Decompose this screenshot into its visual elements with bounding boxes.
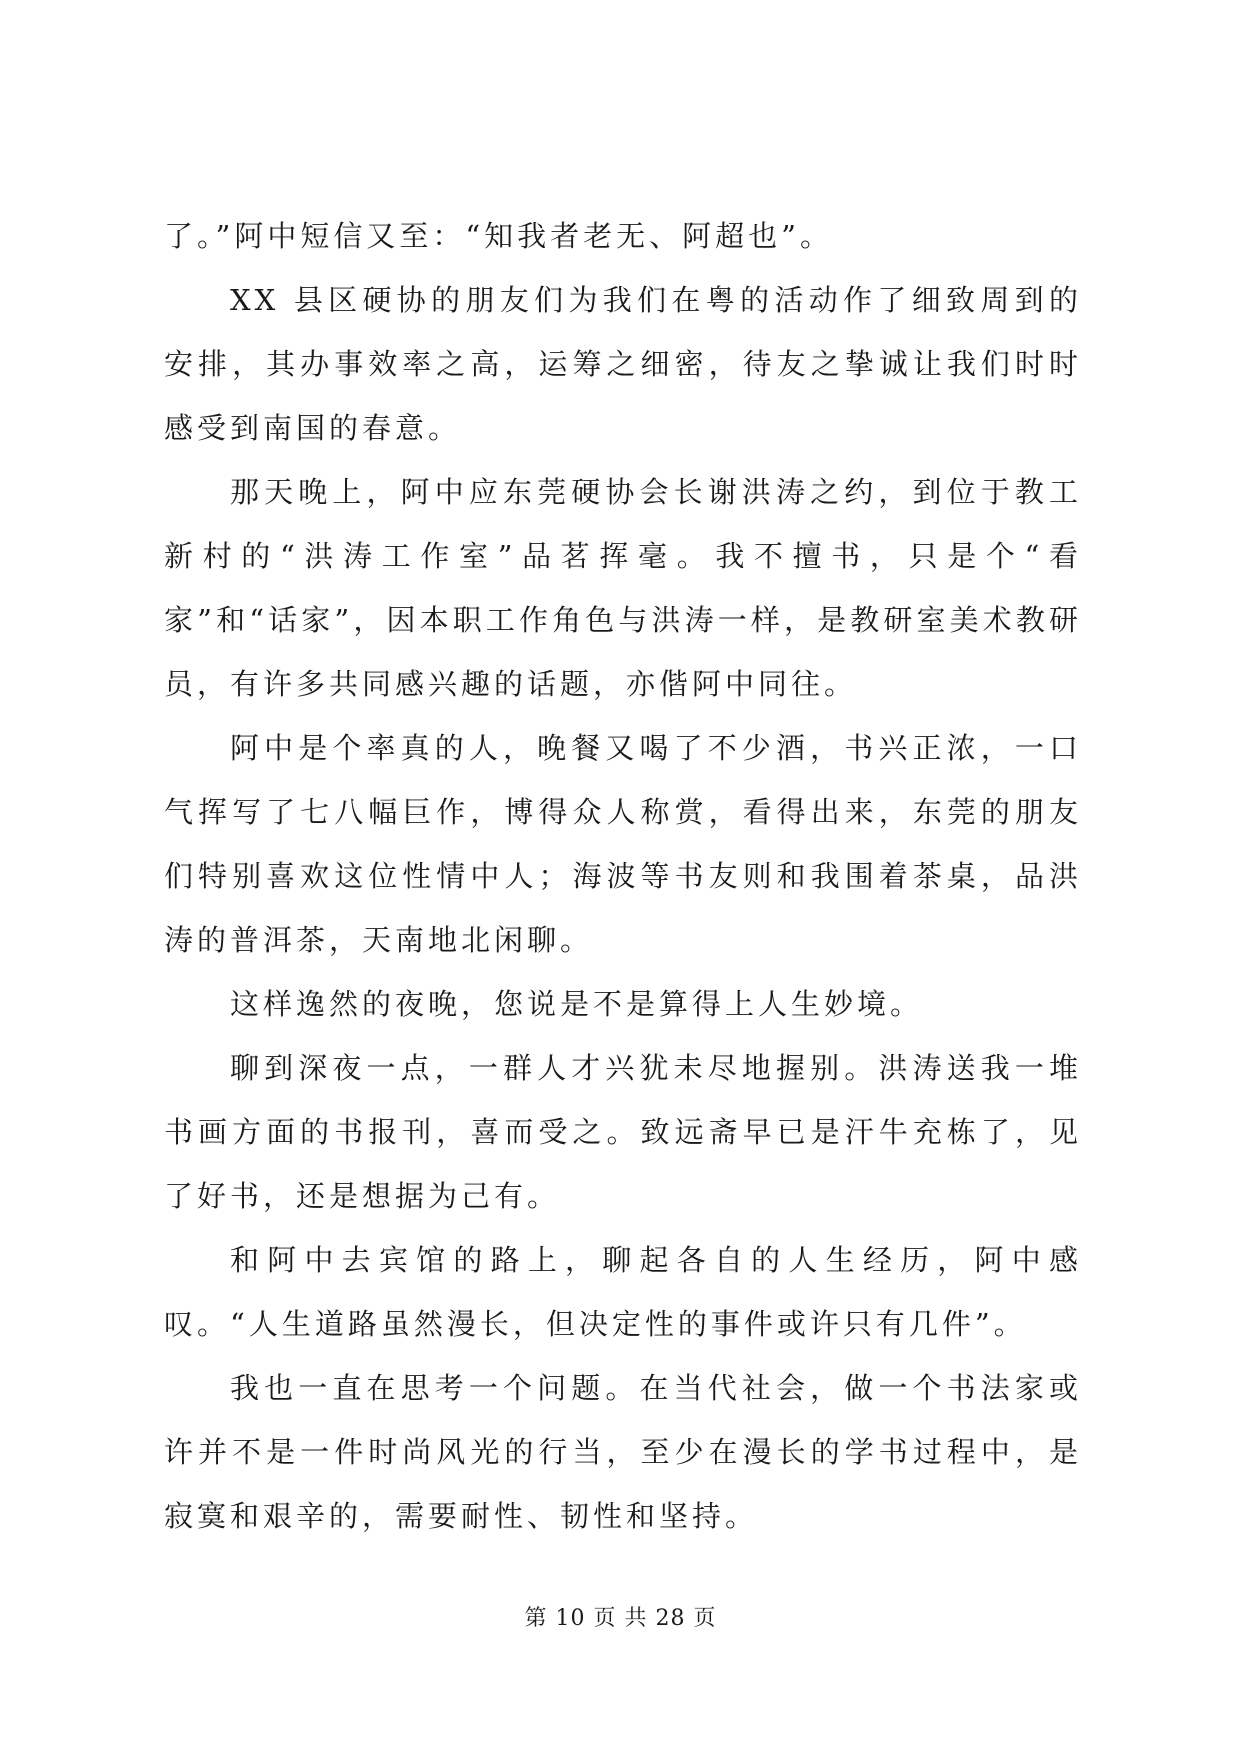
paragraph: XX 县区硬协的朋友们为我们在粤的活动作了细致周到的安排，其办事效率之高，运筹之细密，待友之挚诚让我们时时感受到南国的春意。 <box>164 283 1082 445</box>
paragraph: 这样逸然的夜晚，您说是不是算得上人生妙境。 <box>230 987 924 1021</box>
page-number-footer: 第 10 页 共 28 页 <box>524 1606 717 1631</box>
paragraph: 那天晚上，阿中应东莞硬协会长谢洪涛之约，到位于教工新村的“洪涛工作室”品茗挥毫。我不擅书，只是个“看家”和“话家”，因本职工作角色与洪涛一样，是教研室美术教研员，有许多共同感兴趣的话题，亦偕阿中同往。 <box>164 475 1082 701</box>
paragraph: 和阿中去宾馆的路上，聊起各自的人生经历，阿中感叹。“人生道路虽然漫长，但决定性的事件或许只有几件”。 <box>164 1243 1082 1341</box>
paragraph: 聊到深夜一点，一群人才兴犹未尽地握别。洪涛送我一堆书画方面的书报刊，喜而受之。致远斋早已是汗牛充栋了，见了好书，还是想据为己有。 <box>164 1051 1082 1213</box>
body-text <box>164 204 1082 1548</box>
paragraph: 我也一直在思考一个问题。在当代社会，做一个书法家或许并不是一件时尚风光的行当，至少在漫长的学书过程中，是寂寞和艰辛的，需要耐性、韧性和坚持。 <box>164 1371 1082 1533</box>
paragraph: 阿中是个率真的人，晚餐又喝了不少酒，书兴正浓，一口气挥写了七八幅巨作，博得众人称赏，看得出来，东莞的朋友们特别喜欢这位性情中人；海波等书友则和我围着茶桌，品洪涛的普洱茶，天南地北闲聊。 <box>164 731 1082 957</box>
paragraph-continuation: 了。”阿中短信又至：“知我者老无、阿超也”。 <box>164 219 833 253</box>
